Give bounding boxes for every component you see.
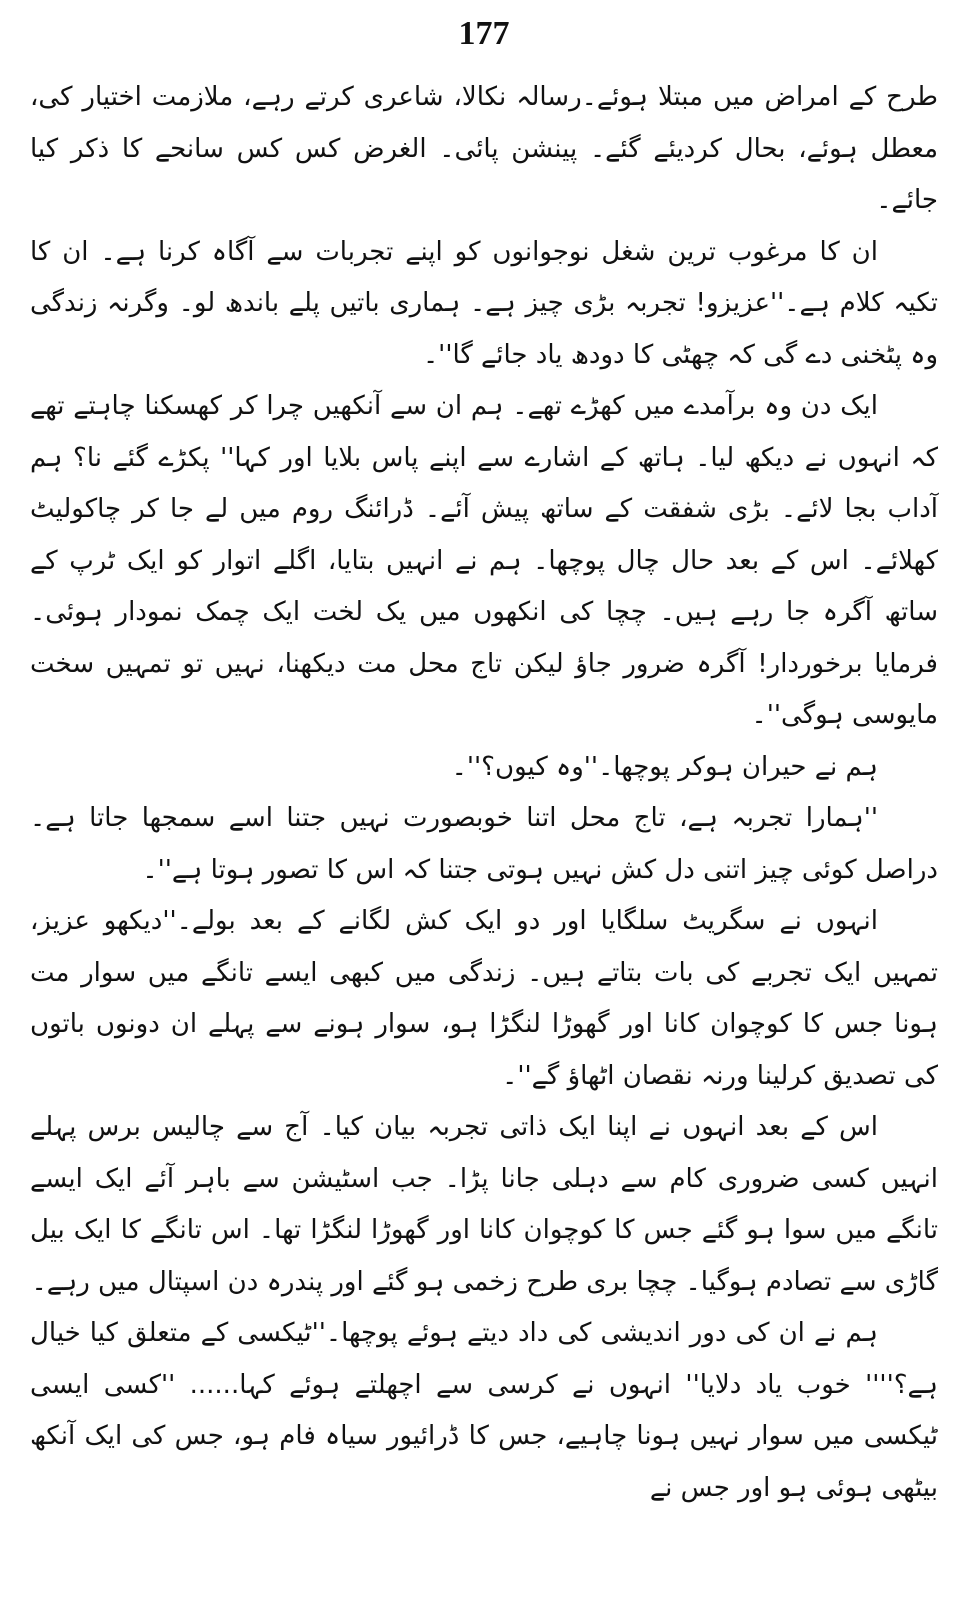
paragraph-8: ہم نے ان کی دور اندیشی کی داد دیتے ہوئے پوچھا۔''ٹیکسی کے متعلق کیا خیال ہے؟'''' خوب یاد دلایا'' انہوں نے کرسی سے اچھلتے ہوئے کہا...... ''کسی ایسی ٹیکسی میں سوار نہیں ہونا چاہیے، جس کا ڈرائیور سیاہ فام ہو، جس کی ایک آنکھ بیٹھی ہوئی ہو اور جس نے — [30, 1318, 939, 1503]
page-number: 177 — [458, 15, 510, 52]
paragraph-3: ایک دن وہ برآمدے میں کھڑے تھے۔ ہم ان سے آنکھیں چرا کر کھسکنا چاہتے تھے کہ انہوں نے دیکھ لیا۔ ہاتھ کے اشارے سے اپنے پاس بلایا اور کہا'' پکڑے گئے نا؟ ہم آداب بجا لائے۔ بڑی شفقت کے ساتھ پیش آئے۔ ڈرائنگ روم میں لے جا کر چاکولیٹ کھلائے۔ اس کے بعد حال چال پوچھا۔ ہم نے انہیں بتایا، اگلے اتوار کو ایک ٹرپ کے ساتھ آگرہ جا رہے ہیں۔ چچا کی انکھوں میں یک لخت ایک چمک نمودار ہوئی۔ فرمایا برخوردار! آگرہ ضرور جاؤ لیکن تاج محل مت دیکھنا، نہیں تو تمہیں سخت مایوسی ہوگی''۔ — [30, 391, 938, 730]
paragraph-4: ہم نے حیران ہوکر پوچھا۔''وہ کیوں؟''۔ — [451, 751, 878, 782]
paragraph-1: طرح کے امراض میں مبتلا ہوئے۔رسالہ نکالا، شاعری کرتے رہے، ملازمت اختیار کی، معطل ہوئے، بحال کردیئے گئے۔ پینشن پائی۔ الغرض کس کس سانحے کا ذکر کیا جائے۔ — [30, 82, 938, 215]
urdu-text-body — [30, 72, 938, 1514]
paragraph-7: اس کے بعد انہوں نے اپنا ایک ذاتی تجربہ بیان کیا۔ آج سے چالیس برس پہلے انہیں کسی ضروری کام سے دہلی جانا پڑا۔ جب اسٹیشن سے باہر آئے ایک ایسے تانگے میں سوا ہو گئے جس کا کوچوان کانا اور گھوڑا لنگڑا تھا۔ اس تانگے کا ایک بیل گاڑی سے تصادم ہوگیا۔ چچا بری طرح زخمی ہو گئے اور پندرہ دن اسپتال میں رہے۔ — [30, 1112, 938, 1297]
paragraph-2: ان کا مرغوب ترین شغل نوجوانوں کو اپنے تجربات سے آگاہ کرنا ہے۔ ان کا تکیہ کلام ہے۔''عزیزو! تجربہ بڑی چیز ہے۔ ہماری باتیں پلے باندھ لو۔ وگرنہ زندگی وہ پٹخنی دے گی کہ چھٹی کا دودھ یاد جائے گا''۔ — [30, 236, 938, 370]
paragraph-6: انہوں نے سگریٹ سلگایا اور دو ایک کش لگانے کے بعد بولے۔''دیکھو عزیز، تمہیں ایک تجربے کی بات بتاتے ہیں۔ زندگی میں کبھی ایسے تانگے میں سوار مت ہونا جس کا کوچوان کانا اور گھوڑا لنگڑا ہو، سوار ہونے سے پہلے ان دونوں باتوں کی تصدیق کرلینا ورنہ نقصان اٹھاؤ گے''۔ — [30, 906, 938, 1091]
paragraph-5: ''ہمارا تجربہ ہے، تاج محل اتنا خوبصورت نہیں جتنا اسے سمجھا جاتا ہے۔ دراصل کوئی چیز اتنی دل کش نہیں ہوتی جتنا کہ اس کا تصور ہوتا ہے''۔ — [30, 803, 938, 885]
